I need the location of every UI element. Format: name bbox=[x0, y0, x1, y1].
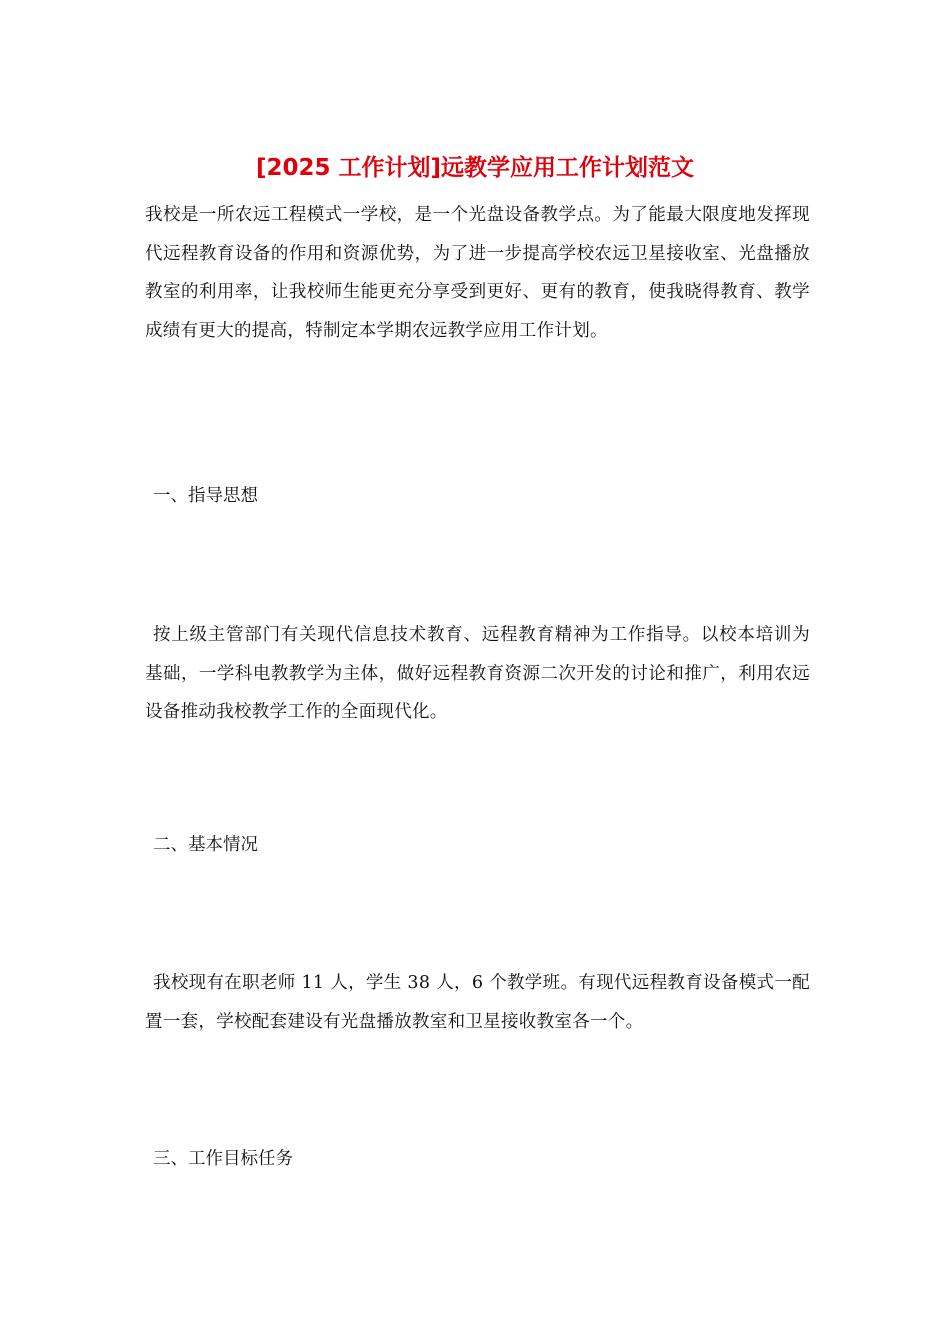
section-body-basic-situation: 我校现有在职老师 11 人，学生 38 人，6 个教学班。有现代远程教育设备模式一配置一套，学校配套建设有光盘播放教室和卫星接收教室各一个。 bbox=[145, 973, 810, 1032]
section-body-guiding-ideology: 按上级主管部门有关现代信息技术教育、远程教育精神为工作指导。以校本培训为基础，一学科电教教学为主体，做好远程教育资源二次开发的讨论和推广，利用农远设备推动我校教学工作的全面现代化。 bbox=[145, 625, 810, 722]
section-heading-basic-situation: 二、基本情况 bbox=[153, 835, 258, 855]
page-title: [2025 工作计划]远教学应用工作计划范文 bbox=[255, 155, 695, 181]
section-heading-work-goals: 三、工作目标任务 bbox=[153, 1149, 293, 1169]
section-heading-guiding-ideology: 一、指导思想 bbox=[153, 486, 258, 506]
intro-paragraph: 我校是一所农远工程模式一学校，是一个光盘设备教学点。为了能最大限度地发挥现代远程教育设备的作用和资源优势，为了进一步提高学校农远卫星接收室、光盘播放教室的利用率，让我校师生能更充分享受到更好、更有的教育，使我晓得教育、教学成绩有更大的提高，特制定本学期农远教学应用工作计划。 bbox=[145, 205, 810, 341]
